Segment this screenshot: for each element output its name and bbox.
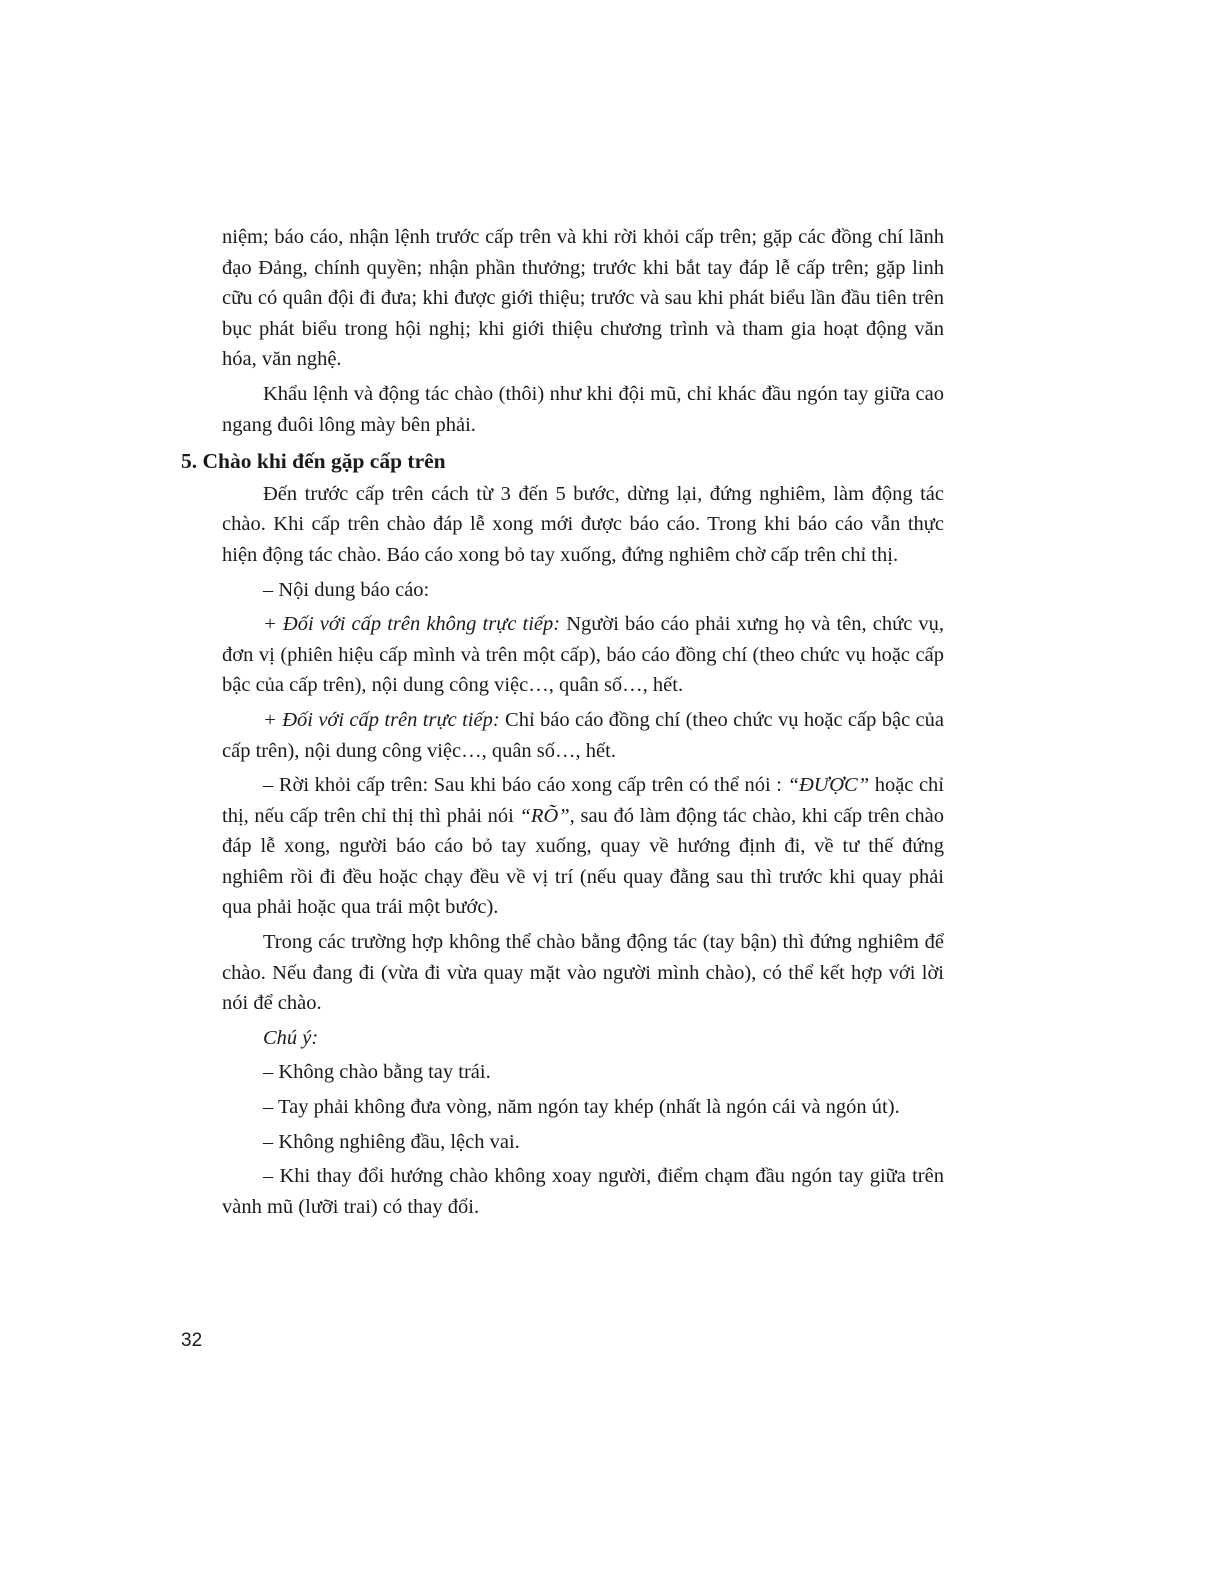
paragraph-approach: Đến trước cấp trên cách từ 3 đến 5 bước, dừng lại, đứng nghiêm, làm động tác chào. Khi cấp trên chào đáp lễ xong mới được báo cáo. Trong khi báo cáo vẫn thực hiện động tác chào. Báo cáo xong bỏ tay xuống, đứng nghiêm chờ cấp trên chỉ thị. bbox=[222, 482, 944, 566]
indirect-superior-label: + Đối với cấp trên không trực tiếp: bbox=[263, 613, 561, 636]
note-label: Chú ý: bbox=[263, 1026, 319, 1049]
page-body bbox=[181, 222, 944, 1222]
note-item: – Khi thay đổi hướng chào không xoay người, điểm chạm đầu ngón tay giữa trên vành mũ (lưỡi trai) có thay đổi. bbox=[222, 1165, 944, 1218]
paragraph-report-content: – Nội dung báo cáo: bbox=[263, 578, 430, 601]
paragraph-indirect-superior bbox=[222, 609, 944, 701]
paragraph-busy-hands: Trong các trường hợp không thể chào bằng động tác (tay bận) thì đứng nghiêm để chào. Nếu đang đi (vừa đi vừa quay mặt vào người mình chào), có thể kết hợp với lời nói để chào. bbox=[222, 931, 944, 1015]
page-number: 32 bbox=[181, 1330, 203, 1351]
leaving-text-a: – Rời khỏi cấp trên: Sau khi báo cáo xong cấp trên có thể nói : bbox=[263, 774, 788, 797]
paragraph-direct-superior bbox=[222, 705, 944, 766]
note-item: – Không nghiêng đầu, lệch vai. bbox=[263, 1130, 520, 1153]
paragraph-leaving bbox=[222, 770, 944, 923]
note-item: – Tay phải không đưa vòng, năm ngón tay khép (nhất là ngón cái và ngón út). bbox=[263, 1096, 900, 1119]
direct-superior-text: Chỉ báo cáo đồng chí (theo chức vụ hoặc cấp bậc của cấp trên), nội dung công việc…, quân số…, hết. bbox=[222, 708, 944, 762]
leaving-word-ro: “RÕ” bbox=[519, 804, 570, 827]
section-heading: 5. Chào khi đến gặp cấp trên bbox=[181, 449, 446, 474]
leaving-text-b: hoặc chỉ thị, nếu cấp trên chỉ thị thì phải nói bbox=[222, 774, 944, 827]
paragraph-command: Khẩu lệnh và động tác chào (thôi) như khi đội mũ, chỉ khác đầu ngón tay giữa cao ngang đuôi lông mày bên phải. bbox=[222, 382, 944, 436]
leaving-word-duoc: “ĐƯỢC” bbox=[787, 774, 870, 797]
indirect-superior-text: Người báo cáo phải xưng họ và tên, chức vụ, đơn vị (phiên hiệu cấp mình và trên một cấp), báo cáo đồng chí (theo chức vụ hoặc cấp bậc của cấp trên), nội dung công việc…, quân số…, hết. bbox=[222, 613, 944, 697]
direct-superior-label: + Đối với cấp trên trực tiếp: bbox=[263, 708, 500, 731]
paragraph-occasions: niệm; báo cáo, nhận lệnh trước cấp trên và khi rời khỏi cấp trên; gặp các đồng chí lãnh đạo Đảng, chính quyền; nhận phần thưởng; trước khi bắt tay đáp lễ cấp trên; gặp linh cữu có quân đội đi đưa; khi được giới thiệu; trước và sau khi phát biểu lần đầu tiên trên bục phát biểu trong hội nghị; khi giới thiệu chương trình và tham gia hoạt động văn hóa, văn nghệ. bbox=[222, 226, 944, 371]
leaving-text-c: , sau đó làm động tác chào, khi cấp trên chào đáp lễ xong, người báo cáo bỏ tay xuống, quay về hướng định đi, về tư thế đứng nghiêm rồi đi đều hoặc chạy đều về vị trí (nếu quay đằng sau thì trước khi quay phải qua phải hoặc qua trái một bước). bbox=[222, 804, 944, 919]
note-item: – Không chào bằng tay trái. bbox=[263, 1061, 491, 1084]
